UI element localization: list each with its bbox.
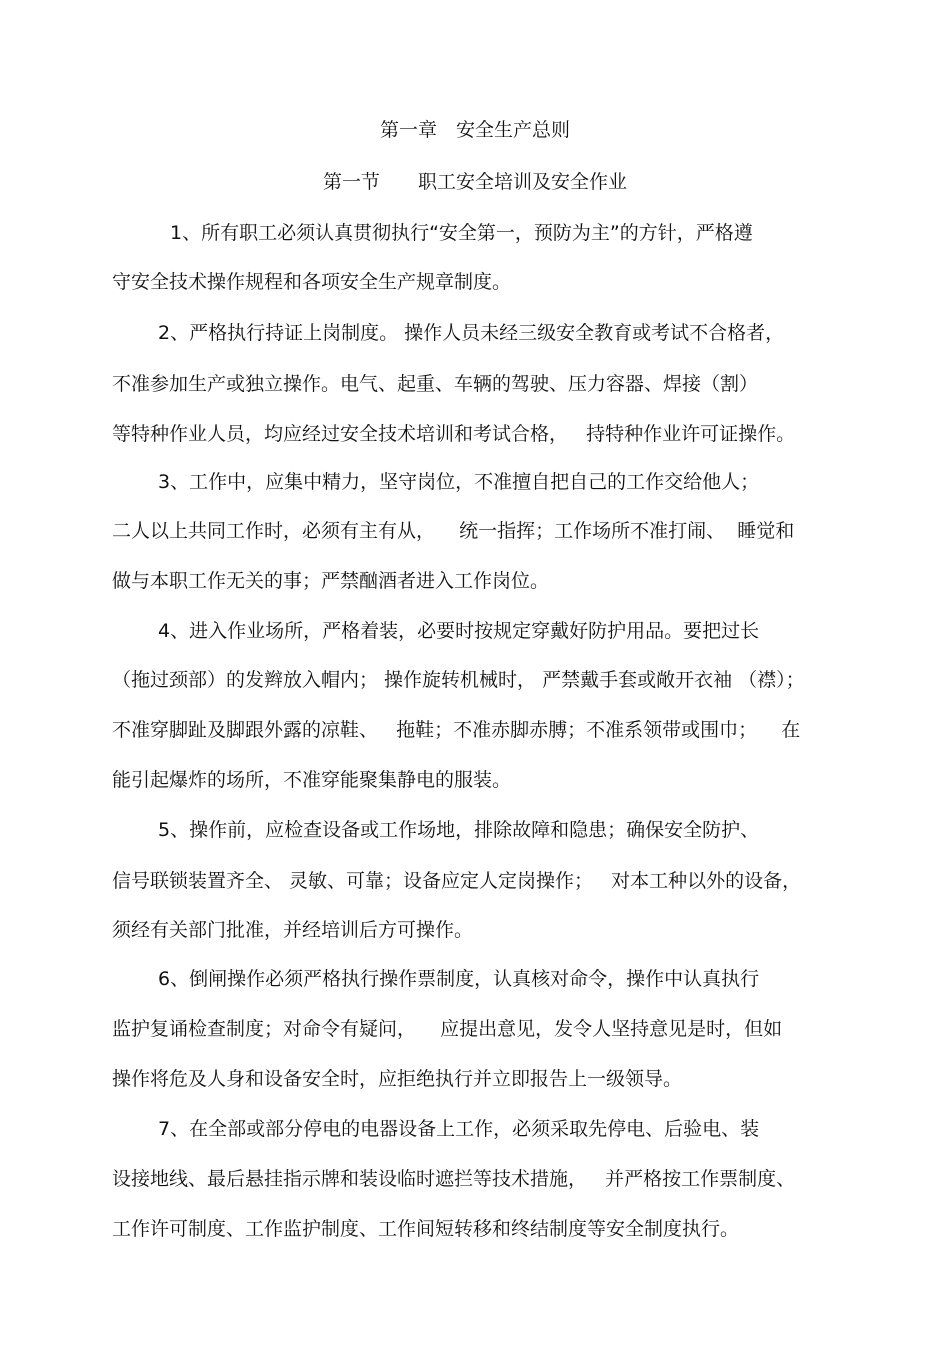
paragraph-line: 操作将危及人身和设备安全时，应拒绝执行并立即报告上一级领导。	[112, 1068, 683, 1090]
paragraph-line: 工作许可制度、工作监护制度、工作间短转移和终结制度等安全制度执行。	[112, 1218, 740, 1240]
paragraph-line: 1、所有职工必须认真贯彻执行“安全第一，预防为主”的方针，严格遵	[170, 222, 753, 244]
paragraph-line: 须经有关部门批准，并经培训后方可操作。	[112, 919, 474, 941]
section-title: 第一节 职工安全培训及安全作业	[322, 171, 627, 193]
paragraph-line: 4、进入作业场所，严格着装，必要时按规定穿戴好防护用品。要把过长	[158, 620, 760, 642]
paragraph-line: 设接地线、最后悬挂指示牌和装设临时遮拦等技术措施， 并严格按工作票制度、	[112, 1168, 796, 1190]
paragraph-line: 守安全技术操作规程和各项安全生产规章制度。	[112, 271, 512, 293]
paragraph-line: 3、工作中，应集中精力，坚守岗位，不准擅自把自己的工作交给他人；	[158, 471, 760, 493]
paragraph-line: 信号联锁装置齐全、 灵敏、可靠；设备应定人定岗操作； 对本工种以外的设备，	[112, 870, 802, 892]
chapter-title: 第一章 安全生产总则	[379, 119, 570, 141]
paragraph-line: 7、在全部或部分停电的电器设备上工作，必须采取先停电、后验电、装	[158, 1118, 760, 1140]
paragraph-line: 不准穿脚趾及脚跟外露的凉鞋、 拖鞋；不准赤脚赤膊；不准系领带或围巾； 在	[112, 719, 801, 741]
paragraph-line: 2、严格执行持证上岗制度。 操作人员未经三级安全教育或考试不合格者，	[158, 322, 785, 344]
paragraph-line: 等特种作业人员，均应经过安全技术培训和考试合格， 持特种作业许可证操作。	[112, 423, 796, 445]
paragraph-line: 不准参加生产或独立操作。电气、起重、车辆的驾驶、压力容器、焊接（割）	[112, 373, 759, 395]
paragraph-line: 监护复诵检查制度；对命令有疑问， 应提出意见，发令人坚持意见是时，但如	[112, 1018, 783, 1040]
paragraph-line: 能引起爆炸的场所，不准穿能聚集静电的服装。	[112, 769, 512, 791]
paragraph-line: 做与本职工作无关的事；严禁酗酒者进入工作岗位。	[112, 570, 550, 592]
paragraph-line: 6、倒闸操作必须严格执行操作票制度，认真核对命令，操作中认真执行	[158, 968, 760, 990]
paragraph-line: 二人以上共同工作时，必须有主有从， 统一指挥；工作场所不准打闹、 睡觉和	[112, 520, 795, 542]
paragraph-line: （拖过颈部）的发辫放入帽内； 操作旋转机械时， 严禁戴手套或敞开衣袖 （襟）；	[112, 669, 805, 691]
paragraph-line: 5、操作前，应检查设备或工作场地，排除故障和隐患；确保安全防护、	[158, 819, 760, 841]
